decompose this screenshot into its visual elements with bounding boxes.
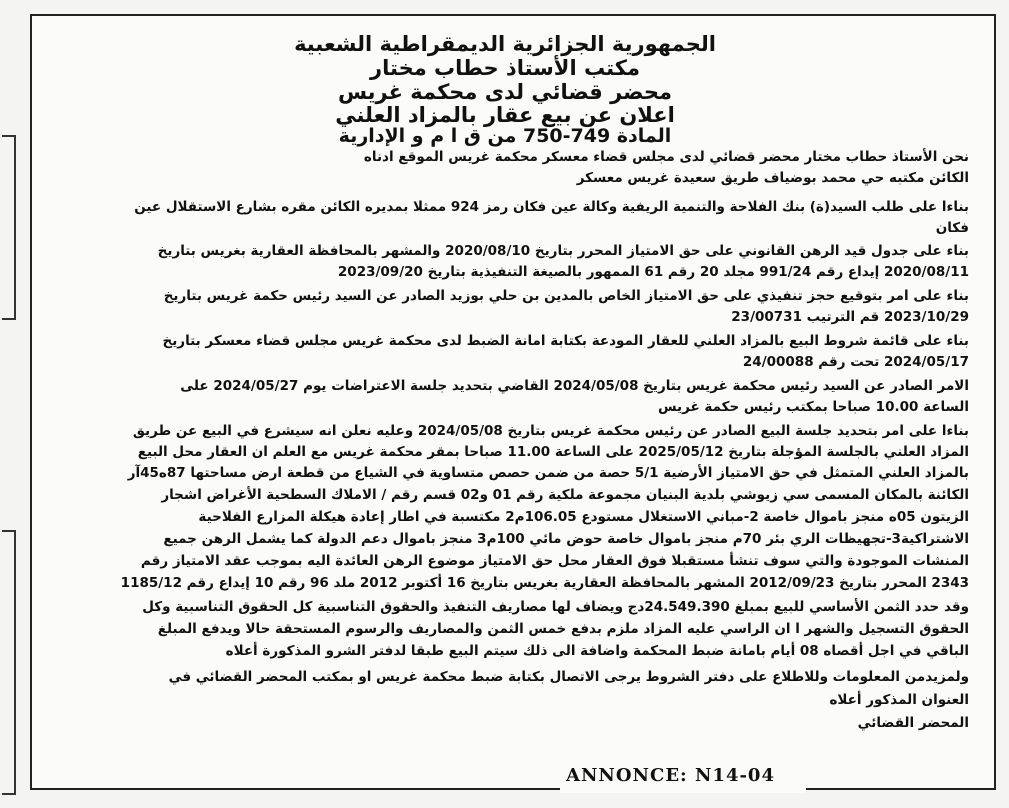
- body-line: الزيتون 05ه منجز باموال خاصة 2-مباني الاستغلال مستودع 106.05م2 مكتسبة في اطار إعادة هيكلة المزارع الفلاحية: [198, 509, 969, 525]
- header-bailiff: محضر قضائي لدى محكمة غريس: [337, 80, 672, 104]
- body-line: الكائنة بالمكان المسمى سي زيوشي بلدية البنيان مجموعة ملكية رقم 01 و02 قسم رقم / الاملاك السطحية الأغراض اشجار: [161, 487, 969, 503]
- annonce-number: ANNONCE: N14-04: [560, 765, 806, 793]
- body-line: بناء على جدول قيد الرهن القانوني على حق الامتياز المحرر بتاريخ 2020/08/10 والمشهر بالمحافظة العقارية بغريس بتاريخ: [157, 243, 969, 259]
- signature-line: المحضر القضائي: [857, 715, 969, 731]
- header-announcement: اعلان عن بيع عقار بالمزاد العلني: [335, 103, 675, 127]
- body-line: 2024/05/17 تحت رقم 24/00088: [742, 354, 969, 370]
- body-line: الامر الصادر عن السيد رئيس محكمة غريس بتاريخ 2024/05/08 القاضي بتحديد جلسة الاعتراضات يوم 2024/05/27 على: [180, 378, 969, 394]
- body-line: العنوان المذكور أعلاه: [829, 692, 969, 708]
- left-margin-bracket-top: [2, 135, 16, 320]
- header-article: المادة 749-750 من ق ا م و الإدارية: [338, 125, 672, 147]
- body-line: المنشات الموجودة والتي سوف تنشأ مستقبلا فوق العقار محل حق الامتياز موضوع الرهن العائدة اليه بموجب عقد الامتياز رقم: [140, 553, 969, 569]
- body-line: 2343 المحرر بتاريخ 2012/09/23 المشهر بالمحافظة العقارية بغريس بتاريخ 16 أكتوبر 2012 ملد 96 رقم 10 إيداع رقم 1185/12: [120, 575, 969, 591]
- body-line: 2020/08/11 إيداع رقم 991/24 مجلد 20 رقم 61 الممهور بالصيغة التنفيذية بتاريخ 2023/09/20: [337, 264, 969, 280]
- body-line: بناء على قائمة شروط البيع بالمزاد العلني للعقار المودعة بكتابة امانة الضبط لدى محكمة غريس مجلس قضاء معسكر بتاريخ: [162, 333, 969, 349]
- left-margin-bracket-bottom: [2, 530, 16, 795]
- body-line: الحقوق التسجيل والشهر ا ان الراسي عليه المزاد ملزم بدفع خمس الثمن والمصاريف والرسوم المستحقة حالا ويدفع المبلغ: [157, 621, 969, 637]
- body-line: الكائن مكتبه حي محمد بوضياف طريق سعيدة غريس معسكر: [576, 170, 969, 186]
- body-line: فكان: [935, 220, 969, 236]
- body-line: بالمزاد العلني المتمثل في حق الامتياز الأرضية 5/1 حصة من ضمن حصص متساوية في الشياع من قطعة ارض مساحتها 87ه45آر: [127, 465, 969, 481]
- body-line: الاشتراكية3-تجهيظات الري بئر 70م منجز باموال خاصة حوض مائي 100م3 منجز باموال دعم الدولة كما يشمل الرهن جميع: [163, 531, 969, 547]
- body-line: نحن الأستاذ حطاب مختار محضر قضائي لدى مجلس قضاء معسكر محكمة غريس الموقع ادناه: [363, 149, 969, 165]
- body-line: بناء على امر بتوقيع حجز تنفيذي على حق الامتياز الخاص بالمدين بن حلي بوزيد الصادر عن السيد رئيس حكمة غريس بتاريخ: [163, 288, 969, 304]
- body-line: بناءا على طلب السيد(ة) بنك الفلاحة والتنمية الريفية وكالة عين فكان رمز 924 ممثلا بمديره الكائن مقره بشارع الاستقلال عين: [134, 199, 969, 215]
- body-line: الباقي في اجل أقصاه 08 أيام بامانة ضبط المحكمة واضافة الى ذلك سيتم البيع طبقا لدفتر الشرو المذكورة أعلاه: [225, 643, 969, 659]
- body-line: ولمزيدمن المعلومات وللاطلاع على دفتر الشروط يرجى الاتصال بكتابة ضبط محكمة غريس او بمكتب المحضر القضائي في: [168, 669, 969, 685]
- body-line: وقد حدد الثمن الأساسي للبيع بمبلغ 24.549.390دج ويضاف لها مصاريف التنفيذ والحقوق التناسبية كل الحقوق التناسبية وكل: [142, 599, 969, 615]
- header-office: مكتب الأستاذ حطاب مختار: [370, 56, 640, 80]
- body-line: المزاد العلني بالجلسة المؤجلة بتاريخ 2025/05/12 على الساعة 11.00 صباحا بمقر محكمة غريس مع العلم ان العقار محل البيع: [137, 444, 969, 460]
- header-republic: الجمهورية الجزائرية الديمقراطية الشعبية: [294, 32, 716, 56]
- body-line: 2023/10/29 قم الترتيب 23/00731: [731, 309, 969, 325]
- body-line: بناءا على امر بتحديد جلسة البيع الصادر عن رئيس محكمة غريس بتاريخ 2024/05/08 وعليه نعلن انه سيشرع في البيع عن طريق: [132, 423, 969, 439]
- body-line: الساعة 10.00 صباحا بمكتب رئيس حكمة غريس: [657, 399, 969, 415]
